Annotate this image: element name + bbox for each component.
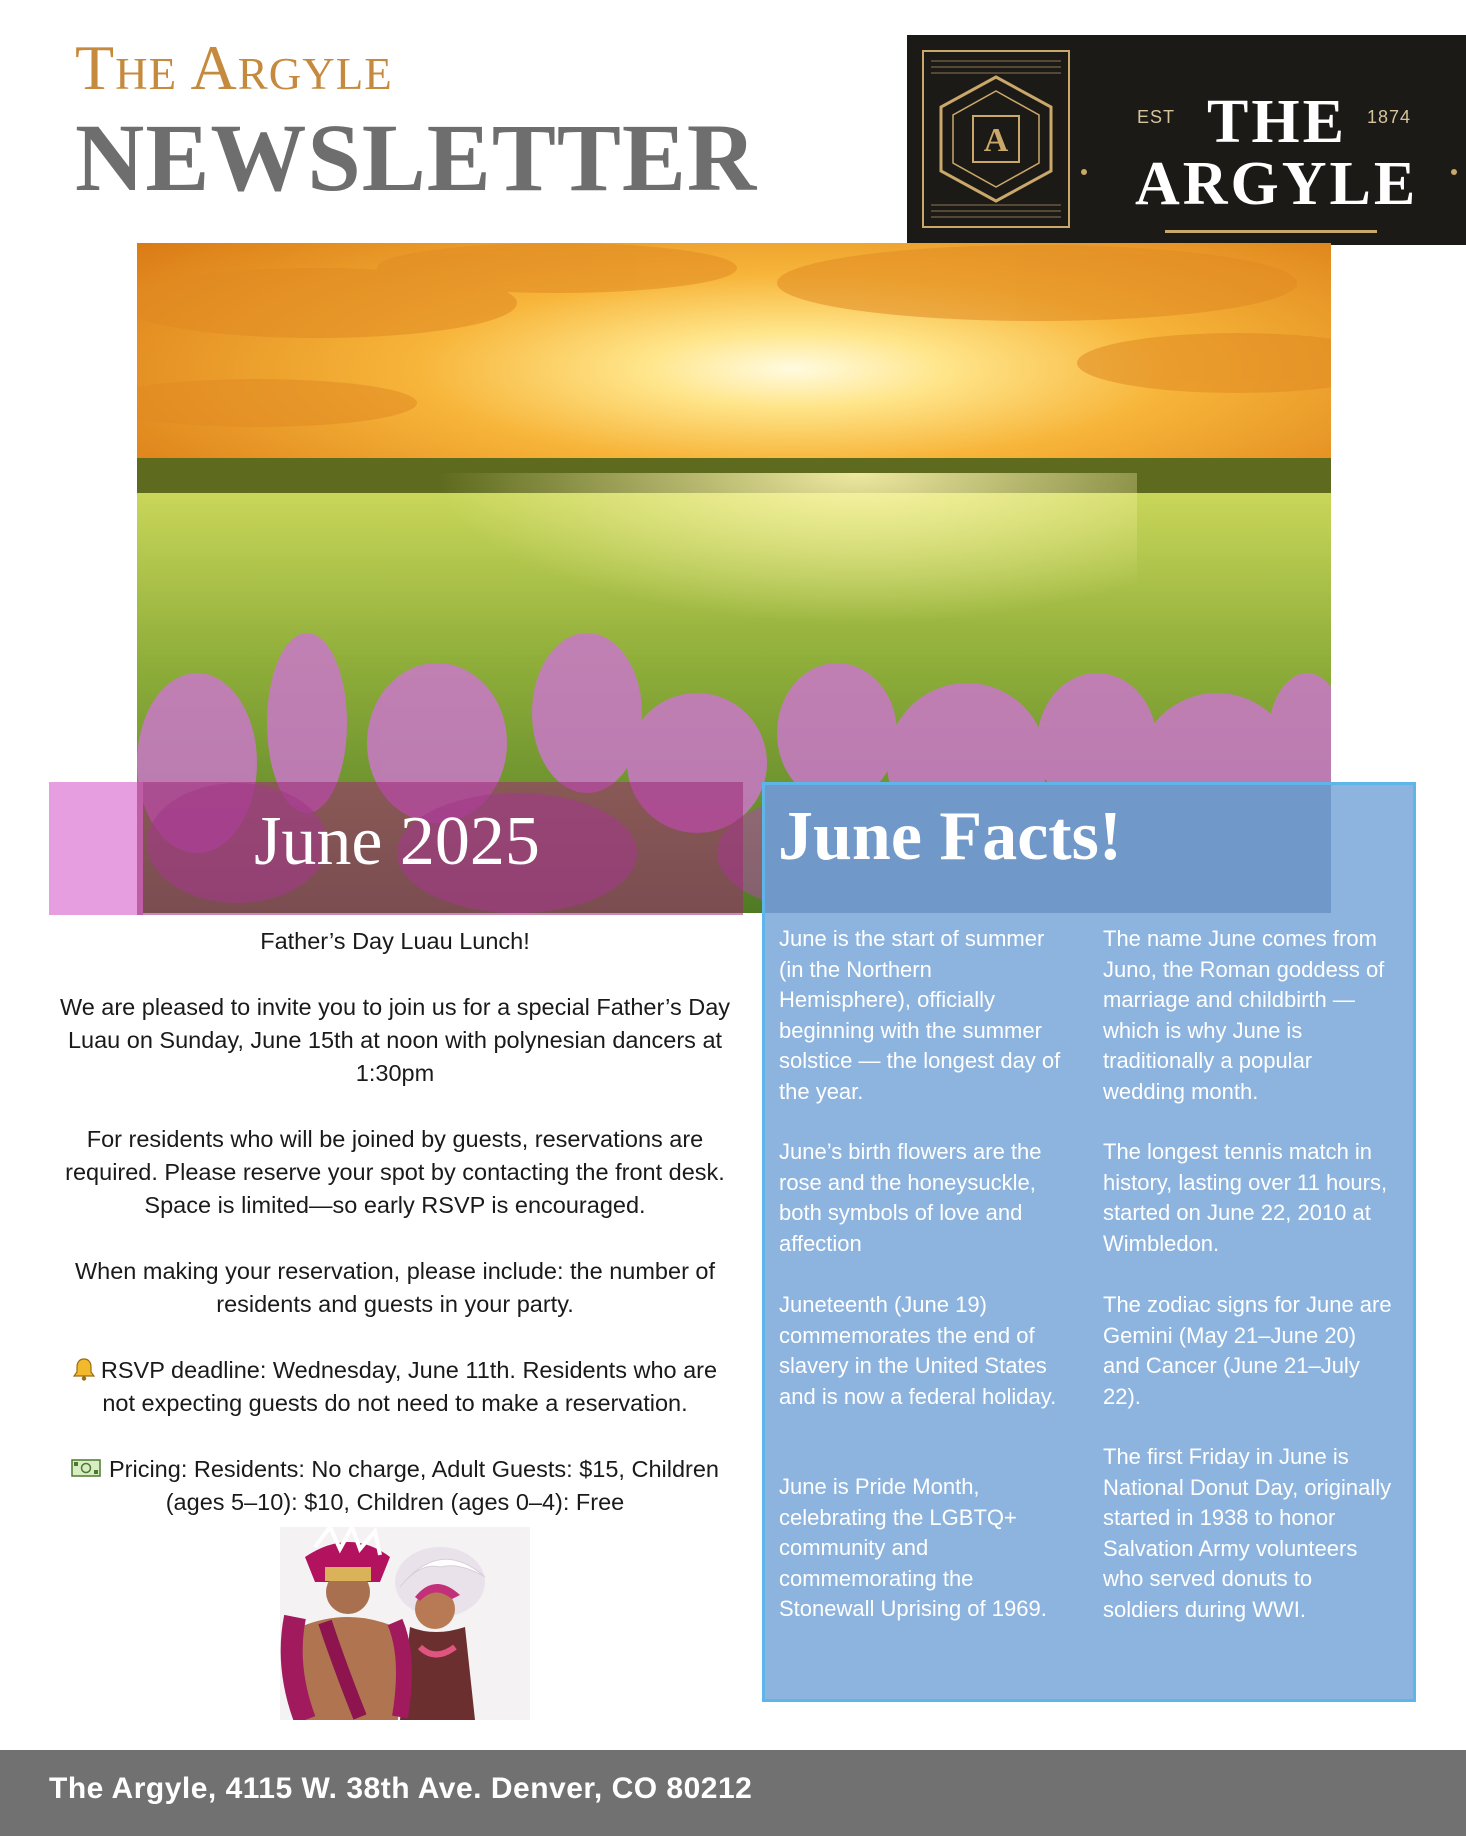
fact-item: The name June comes from Juno, the Roman goddess of marriage and childbirth — which is why June is traditionally a popular wedding month. [1103, 926, 1385, 1104]
fact-item: June is Pride Month, celebrating the LGBTQ+ community and commemorating the Stonewall Uprising of 1969. [779, 1474, 1047, 1621]
logo-dot [1451, 169, 1457, 175]
fact-item: June’s birth flowers are the rose and the honeysuckle, both symbols of love and affection [779, 1139, 1042, 1256]
event-include: When making your reservation, please include: the number of residents and guests in your party. [74, 1258, 716, 1317]
fact-item: The zodiac signs for June are Gemini (May 21–June 20) and Cancer (June 21–July 22). [1103, 1292, 1392, 1409]
rsvp-text: RSVP deadline: Wednesday, June 11th. Residents who are not expecting guests do not need to make a reservation. [100, 1357, 718, 1416]
dancers-image [280, 1527, 530, 1720]
footer-address: The Argyle, 4115 W. 38th Ave. Denver, CO 80212 [49, 1772, 753, 1805]
event-rsvp [55, 1354, 735, 1420]
month-label: June 2025 [254, 803, 540, 880]
argyle-logo [907, 35, 1466, 245]
logo-year: 1874 [1367, 107, 1412, 127]
facts-title: June Facts! [778, 798, 1123, 875]
newsletter-title-small: The Argyle [75, 32, 393, 103]
event-invite: We are pleased to invite you to join us for a special Father’s Day Luau on Sunday, June 15th at noon with polynesian dancers at 1:30pm [59, 994, 731, 1086]
logo-rule [1165, 230, 1377, 233]
fact-item: The longest tennis match in history, lasting over 11 hours, started on June 22, 2010 at Wimbledon. [1103, 1139, 1388, 1256]
logo-name-line2: ARGYLE [1135, 150, 1419, 218]
logo-dot [1081, 169, 1087, 175]
logo-name-line1: THE [1207, 88, 1347, 156]
polynesian-dancers-photo [280, 1527, 530, 1720]
fact-item: Juneteenth (June 19) commemorates the end of slavery in the United States and is now a federal holiday. [779, 1292, 1057, 1409]
newsletter-title: NEWSLETTER [75, 104, 758, 211]
event-heading: Father’s Day Luau Lunch! [260, 928, 530, 954]
event-pricing [55, 1453, 735, 1519]
logo-est: EST [1137, 107, 1176, 127]
fact-item: The first Friday in June is National Donut Day, originally started in 1938 to honor Salvation Army volunteers who served donuts to soldiers during WWI. [1103, 1444, 1392, 1622]
event-reservations: For residents who will be joined by guests, reservations are required. Please reserve your spot by contacting the front desk. Space is limited—so early RSVP is encouraged. [65, 1126, 725, 1218]
emblem-letter: A [983, 122, 1009, 159]
money-icon [71, 1459, 101, 1477]
event-description [55, 925, 735, 1552]
argyle-emblem-icon [921, 49, 1071, 229]
pricing-text: Pricing: Residents: No charge, Adult Guests: $15, Children (ages 5–10): $10, Children (ages 0–4): Free [108, 1456, 719, 1515]
fact-item: June is the start of summer (in the Northern Hemisphere), officially beginning with the summer solstice — the longest day of the year. [779, 926, 1061, 1104]
bell-icon [73, 1357, 95, 1381]
month-accent-bar [49, 782, 143, 915]
